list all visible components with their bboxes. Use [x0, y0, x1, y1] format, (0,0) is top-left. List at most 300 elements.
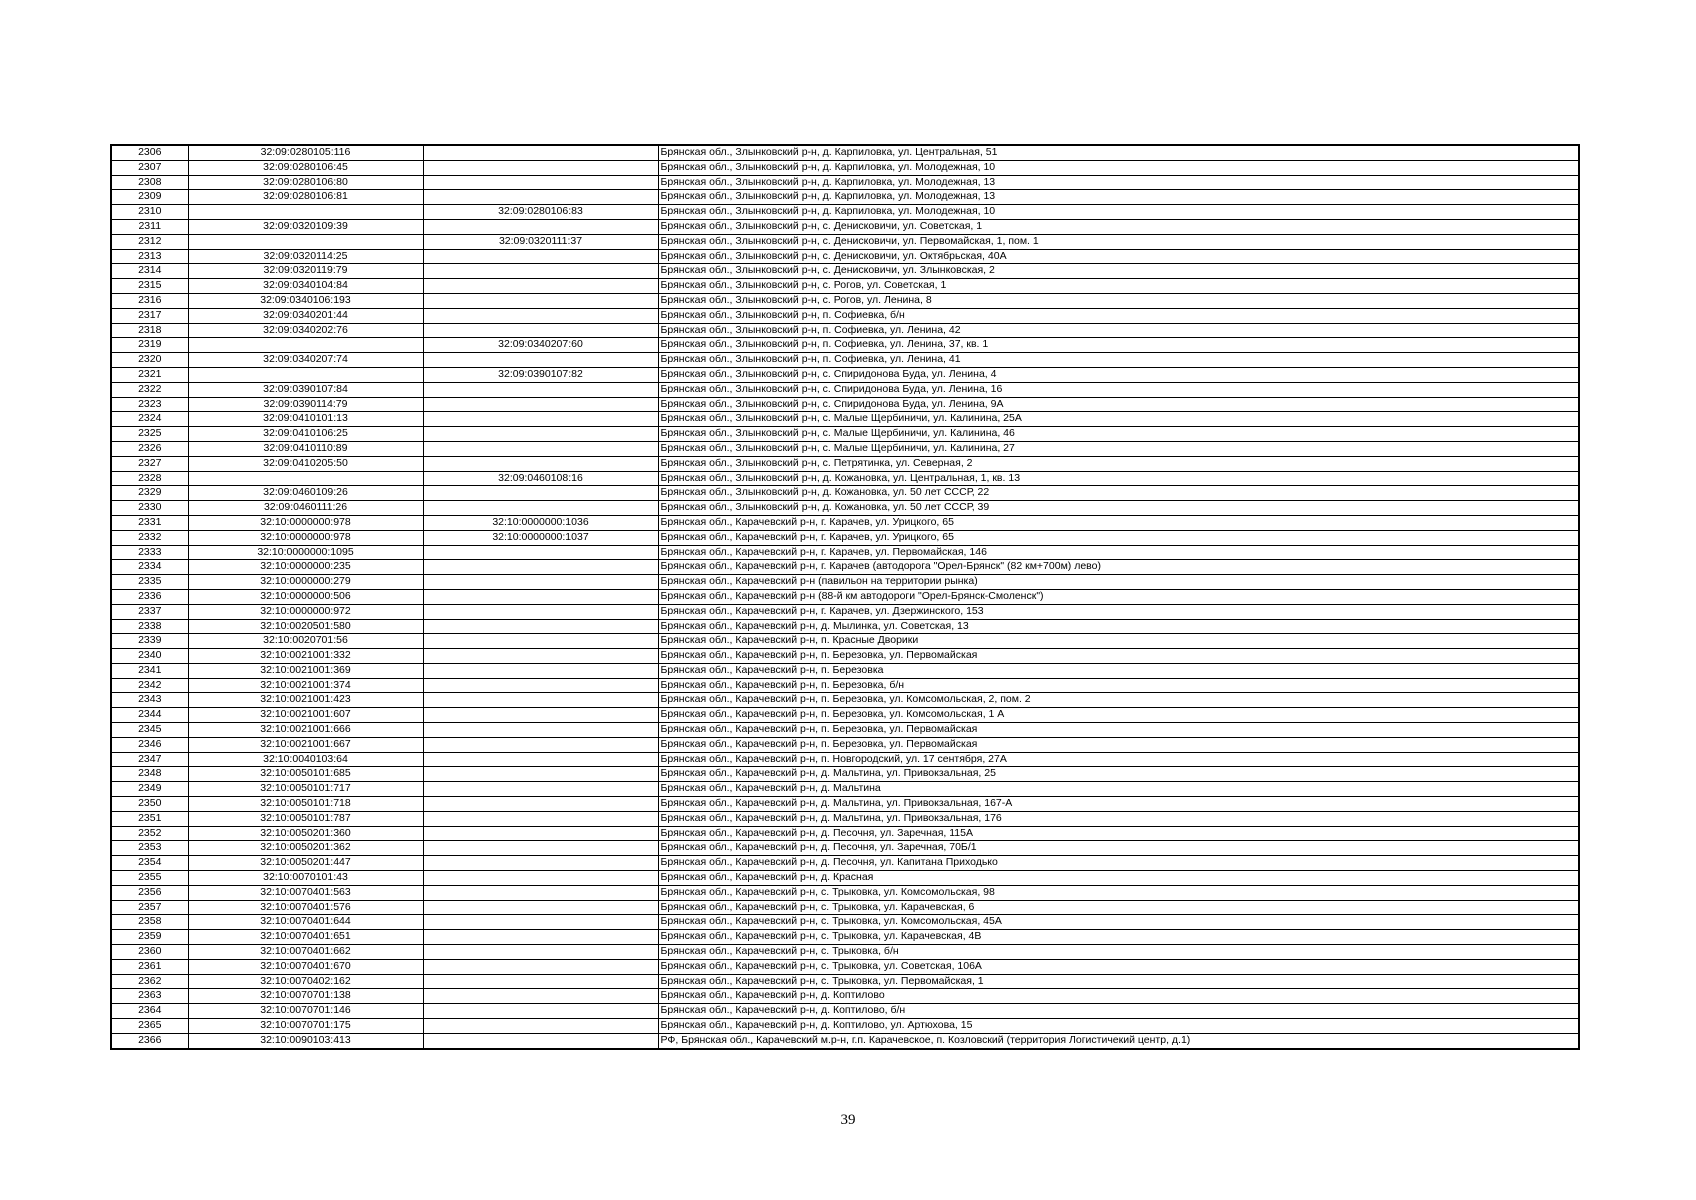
row-number-cell: 2314	[111, 264, 188, 279]
cadastral-number-room-cell: 32:10:0000000:1036	[423, 515, 658, 530]
cadastral-number-room-cell	[423, 797, 658, 812]
row-number-cell: 2323	[111, 397, 188, 412]
row-number-cell: 2356	[111, 885, 188, 900]
cadastral-number-cell: 32:09:0390114:79	[188, 397, 423, 412]
cadastral-number-room-cell	[423, 915, 658, 930]
cadastral-number-cell: 32:10:0070401:563	[188, 885, 423, 900]
cadastral-number-cell: 32:09:0320114:25	[188, 249, 423, 264]
cadastral-number-cell: 32:09:0340104:84	[188, 279, 423, 294]
address-cell: Брянская обл., Карачевский р-н (павильон на территории рынка)	[658, 575, 1579, 590]
table-row	[111, 856, 1579, 871]
cadastral-number-cell: 32:09:0340207:74	[188, 353, 423, 368]
row-number-cell: 2334	[111, 560, 188, 575]
address-cell: Брянская обл., Злынковский р-н, п. Софиевка, ул. Ленина, 37, кв. 1	[658, 338, 1579, 353]
row-number-cell: 2324	[111, 412, 188, 427]
address-cell: Брянская обл., Карачевский р-н, с. Трыковка, ул. Первомайская, 1	[658, 974, 1579, 989]
row-number-cell: 2355	[111, 871, 188, 886]
row-number-cell: 2307	[111, 160, 188, 175]
cadastral-number-room-cell	[423, 545, 658, 560]
cadastral-number-cell: 32:10:0070401:670	[188, 959, 423, 974]
address-cell: Брянская обл., Злынковский р-н, д. Карпиловка, ул. Молодежная, 13	[658, 190, 1579, 205]
registry-sheet	[110, 144, 1580, 1050]
table-row	[111, 515, 1579, 530]
cadastral-number-cell: 32:10:0000000:506	[188, 589, 423, 604]
row-number-cell: 2315	[111, 279, 188, 294]
address-cell: Брянская обл., Карачевский р-н, д. Мальтина	[658, 782, 1579, 797]
address-cell: Брянская обл., Злынковский р-н, с. Спиридонова Буда, ул. Ленина, 16	[658, 382, 1579, 397]
table-row	[111, 190, 1579, 205]
cadastral-number-cell: 32:09:0340201:44	[188, 308, 423, 323]
cadastral-number-room-cell	[423, 811, 658, 826]
row-number-cell: 2336	[111, 589, 188, 604]
table-row	[111, 826, 1579, 841]
cadastral-number-cell: 32:09:0410110:89	[188, 441, 423, 456]
table-row	[111, 915, 1579, 930]
cadastral-number-room-cell	[423, 634, 658, 649]
cadastral-number-room-cell	[423, 885, 658, 900]
cadastral-number-room-cell	[423, 663, 658, 678]
cadastral-number-cell: 32:10:0050101:718	[188, 797, 423, 812]
table-row	[111, 811, 1579, 826]
address-cell: Брянская обл., Карачевский р-н, п. Березовка, ул. Комсомольская, 1 А	[658, 708, 1579, 723]
cadastral-number-room-cell	[423, 575, 658, 590]
cadastral-number-cell: 32:10:0050101:787	[188, 811, 423, 826]
table-row	[111, 959, 1579, 974]
cadastral-number-room-cell	[423, 989, 658, 1004]
cadastral-number-room-cell	[423, 456, 658, 471]
address-cell: Брянская обл., Злынковский р-н, с. Денисковичи, ул. Октябрьская, 40А	[658, 249, 1579, 264]
address-cell: Брянская обл., Злынковский р-н, д. Кожановка, ул. Центральная, 1, кв. 13	[658, 471, 1579, 486]
address-cell: Брянская обл., Карачевский р-н, г. Карачев (автодорога "Орел-Брянск" (82 км+700м) лево)	[658, 560, 1579, 575]
address-cell: Брянская обл., Злынковский р-н, д. Кожановка, ул. 50 лет СССР, 22	[658, 486, 1579, 501]
table-row	[111, 279, 1579, 294]
address-cell: Брянская обл., Карачевский р-н, г. Карачев, ул. Дзержинского, 153	[658, 604, 1579, 619]
cadastral-number-room-cell: 32:09:0280106:83	[423, 205, 658, 220]
table-row	[111, 338, 1579, 353]
cadastral-number-room-cell	[423, 1004, 658, 1019]
cadastral-number-cell: 32:10:0070401:662	[188, 945, 423, 960]
row-number-cell: 2329	[111, 486, 188, 501]
cadastral-number-cell: 32:10:0040103:64	[188, 752, 423, 767]
address-cell: Брянская обл., Карачевский р-н, п. Березовка, ул. Комсомольская, 2, пом. 2	[658, 693, 1579, 708]
cadastral-number-cell: 32:09:0340106:193	[188, 293, 423, 308]
row-number-cell: 2358	[111, 915, 188, 930]
table-row	[111, 412, 1579, 427]
row-number-cell: 2322	[111, 382, 188, 397]
cadastral-number-room-cell	[423, 160, 658, 175]
cadastral-number-room-cell	[423, 249, 658, 264]
row-number-cell: 2319	[111, 338, 188, 353]
address-cell: Брянская обл., Карачевский р-н, с. Трыковка, ул. Советская, 106А	[658, 959, 1579, 974]
cadastral-number-room-cell	[423, 397, 658, 412]
table-row	[111, 234, 1579, 249]
cadastral-number-cell: 32:09:0280106:80	[188, 175, 423, 190]
row-number-cell: 2312	[111, 234, 188, 249]
cadastral-number-cell: 32:10:0070401:576	[188, 900, 423, 915]
cadastral-number-cell	[188, 338, 423, 353]
cadastral-number-cell: 32:10:0000000:978	[188, 515, 423, 530]
cadastral-number-room-cell	[423, 308, 658, 323]
table-row	[111, 323, 1579, 338]
cadastral-number-room-cell	[423, 219, 658, 234]
address-cell: Брянская обл., Злынковский р-н, с. Петрятинка, ул. Северная, 2	[658, 456, 1579, 471]
cadastral-number-cell: 32:10:0000000:235	[188, 560, 423, 575]
table-row	[111, 427, 1579, 442]
cadastral-number-cell: 32:10:0021001:607	[188, 708, 423, 723]
row-number-cell: 2321	[111, 367, 188, 382]
cadastral-number-cell: 32:10:0021001:374	[188, 678, 423, 693]
cadastral-number-room-cell	[423, 323, 658, 338]
address-cell: Брянская обл., Карачевский р-н, с. Трыковка, ул. Карачевская, 6	[658, 900, 1579, 915]
table-row	[111, 900, 1579, 915]
registry-table-body	[111, 145, 1579, 1049]
cadastral-number-cell: 32:10:0021001:332	[188, 649, 423, 664]
cadastral-number-room-cell	[423, 382, 658, 397]
table-row	[111, 752, 1579, 767]
cadastral-number-room-cell	[423, 619, 658, 634]
cadastral-number-room-cell	[423, 145, 658, 160]
address-cell: Брянская обл., Злынковский р-н, с. Денисковичи, ул. Первомайская, 1, пом. 1	[658, 234, 1579, 249]
cadastral-number-room-cell	[423, 649, 658, 664]
row-number-cell: 2332	[111, 530, 188, 545]
address-cell: Брянская обл., Карачевский р-н, с. Трыковка, ул. Карачевская, 4В	[658, 930, 1579, 945]
address-cell: Брянская обл., Злынковский р-н, п. Софиевка, ул. Ленина, 42	[658, 323, 1579, 338]
cadastral-number-cell: 32:10:0000000:972	[188, 604, 423, 619]
cadastral-number-room-cell	[423, 841, 658, 856]
row-number-cell: 2363	[111, 989, 188, 1004]
cadastral-number-room-cell	[423, 752, 658, 767]
cadastral-number-cell: 32:10:0070401:651	[188, 930, 423, 945]
row-number-cell: 2360	[111, 945, 188, 960]
table-row	[111, 1019, 1579, 1034]
row-number-cell: 2364	[111, 1004, 188, 1019]
cadastral-number-room-cell	[423, 945, 658, 960]
row-number-cell: 2341	[111, 663, 188, 678]
cadastral-number-cell	[188, 471, 423, 486]
table-row	[111, 471, 1579, 486]
table-row	[111, 293, 1579, 308]
table-row	[111, 767, 1579, 782]
cadastral-number-cell: 32:10:0070401:644	[188, 915, 423, 930]
row-number-cell: 2308	[111, 175, 188, 190]
cadastral-number-cell: 32:09:0410101:13	[188, 412, 423, 427]
address-cell: Брянская обл., Карачевский р-н, д. Коптилово	[658, 989, 1579, 1004]
row-number-cell: 2318	[111, 323, 188, 338]
cadastral-number-room-cell	[423, 723, 658, 738]
row-number-cell: 2317	[111, 308, 188, 323]
cadastral-number-room-cell	[423, 900, 658, 915]
address-cell: Брянская обл., Злынковский р-н, п. Софиевка, ул. Ленина, 41	[658, 353, 1579, 368]
address-cell: Брянская обл., Злынковский р-н, с. Денисковичи, ул. Злынковская, 2	[658, 264, 1579, 279]
cadastral-number-room-cell	[423, 1033, 658, 1048]
address-cell: Брянская обл., Карачевский р-н, п. Березовка	[658, 663, 1579, 678]
table-row	[111, 649, 1579, 664]
address-cell: Брянская обл., Карачевский р-н, д. Мальтина, ул. Привокзальная, 176	[658, 811, 1579, 826]
table-row	[111, 782, 1579, 797]
cadastral-number-cell: 32:10:0021001:423	[188, 693, 423, 708]
row-number-cell: 2339	[111, 634, 188, 649]
address-cell: Брянская обл., Карачевский р-н, п. Березовка, б/н	[658, 678, 1579, 693]
table-row	[111, 205, 1579, 220]
table-row	[111, 723, 1579, 738]
table-row	[111, 663, 1579, 678]
row-number-cell: 2325	[111, 427, 188, 442]
cadastral-number-room-cell	[423, 412, 658, 427]
address-cell: Брянская обл., Карачевский р-н, д. Песочня, ул. Заречная, 115А	[658, 826, 1579, 841]
address-cell: Брянская обл., Злынковский р-н, д. Кожановка, ул. 50 лет СССР, 39	[658, 501, 1579, 516]
cadastral-number-cell: 32:10:0021001:666	[188, 723, 423, 738]
cadastral-number-cell: 32:10:0000000:1095	[188, 545, 423, 560]
cadastral-number-cell	[188, 234, 423, 249]
table-row	[111, 397, 1579, 412]
cadastral-number-cell	[188, 205, 423, 220]
row-number-cell: 2345	[111, 723, 188, 738]
address-cell: Брянская обл., Карачевский р-н, д. Мылинка, ул. Советская, 13	[658, 619, 1579, 634]
address-cell: Брянская обл., Карачевский р-н, с. Трыковка, б/н	[658, 945, 1579, 960]
cadastral-number-room-cell	[423, 486, 658, 501]
address-cell: Брянская обл., Карачевский р-н, п. Красные Дворики	[658, 634, 1579, 649]
row-number-cell: 2366	[111, 1033, 188, 1048]
cadastral-number-room-cell: 32:09:0340207:60	[423, 338, 658, 353]
cadastral-number-cell: 32:10:0090103:413	[188, 1033, 423, 1048]
row-number-cell: 2327	[111, 456, 188, 471]
table-row	[111, 441, 1579, 456]
address-cell: Брянская обл., Карачевский р-н, г. Карачев, ул. Урицкого, 65	[658, 530, 1579, 545]
cadastral-number-cell: 32:10:0021001:667	[188, 737, 423, 752]
cadastral-number-room-cell	[423, 353, 658, 368]
cadastral-number-room-cell	[423, 264, 658, 279]
row-number-cell: 2349	[111, 782, 188, 797]
address-cell: Брянская обл., Карачевский р-н, д. Мальтина, ул. Привокзальная, 25	[658, 767, 1579, 782]
table-row	[111, 871, 1579, 886]
cadastral-number-cell: 32:09:0460111:26	[188, 501, 423, 516]
address-cell: Брянская обл., Злынковский р-н, с. Рогов, ул. Советская, 1	[658, 279, 1579, 294]
table-row	[111, 382, 1579, 397]
row-number-cell: 2348	[111, 767, 188, 782]
table-row	[111, 945, 1579, 960]
table-row	[111, 249, 1579, 264]
address-cell: Брянская обл., Карачевский р-н, д. Песочня, ул. Заречная, 70Б/1	[658, 841, 1579, 856]
address-cell: РФ, Брянская обл., Карачевский м.р-н, г.п. Карачевское, п. Козловский (территория Логистичекий центр, д.1)	[658, 1033, 1579, 1048]
cadastral-number-cell: 32:10:0000000:978	[188, 530, 423, 545]
table-row	[111, 737, 1579, 752]
cadastral-number-cell: 32:09:0460109:26	[188, 486, 423, 501]
table-row	[111, 634, 1579, 649]
table-row	[111, 619, 1579, 634]
row-number-cell: 2313	[111, 249, 188, 264]
cadastral-number-room-cell	[423, 782, 658, 797]
address-cell: Брянская обл., Злынковский р-н, с. Спиридонова Буда, ул. Ленина, 9А	[658, 397, 1579, 412]
cadastral-number-room-cell	[423, 279, 658, 294]
address-cell: Брянская обл., Злынковский р-н, д. Карпиловка, ул. Центральная, 51	[658, 145, 1579, 160]
row-number-cell: 2320	[111, 353, 188, 368]
cadastral-number-room-cell	[423, 708, 658, 723]
row-number-cell: 2354	[111, 856, 188, 871]
cadastral-number-room-cell	[423, 974, 658, 989]
address-cell: Брянская обл., Злынковский р-н, с. Малые Щербиничи, ул. Калинина, 27	[658, 441, 1579, 456]
table-row	[111, 841, 1579, 856]
table-row	[111, 175, 1579, 190]
cadastral-number-cell: 32:10:0050201:447	[188, 856, 423, 871]
address-cell: Брянская обл., Карачевский р-н, д. Коптилово, б/н	[658, 1004, 1579, 1019]
cadastral-number-cell: 32:09:0280106:81	[188, 190, 423, 205]
row-number-cell: 2330	[111, 501, 188, 516]
cadastral-number-room-cell	[423, 589, 658, 604]
table-row	[111, 604, 1579, 619]
address-cell: Брянская обл., Злынковский р-н, д. Карпиловка, ул. Молодежная, 10	[658, 160, 1579, 175]
row-number-cell: 2357	[111, 900, 188, 915]
cadastral-number-cell: 32:10:0070701:175	[188, 1019, 423, 1034]
cadastral-number-cell: 32:10:0050201:360	[188, 826, 423, 841]
table-row	[111, 989, 1579, 1004]
cadastral-number-cell: 32:09:0320109:39	[188, 219, 423, 234]
cadastral-number-room-cell	[423, 427, 658, 442]
table-row	[111, 589, 1579, 604]
table-row	[111, 308, 1579, 323]
address-cell: Брянская обл., Злынковский р-н, с. Денисковичи, ул. Советская, 1	[658, 219, 1579, 234]
row-number-cell: 2337	[111, 604, 188, 619]
cadastral-number-cell: 32:09:0390107:84	[188, 382, 423, 397]
row-number-cell: 2342	[111, 678, 188, 693]
address-cell: Брянская обл., Карачевский р-н, п. Березовка, ул. Первомайская	[658, 649, 1579, 664]
address-cell: Брянская обл., Карачевский р-н, д. Красная	[658, 871, 1579, 886]
row-number-cell: 2306	[111, 145, 188, 160]
row-number-cell: 2353	[111, 841, 188, 856]
address-cell: Брянская обл., Злынковский р-н, п. Софиевка, б/н	[658, 308, 1579, 323]
cadastral-number-cell: 32:10:0070701:146	[188, 1004, 423, 1019]
row-number-cell: 2328	[111, 471, 188, 486]
row-number-cell: 2309	[111, 190, 188, 205]
cadastral-number-room-cell	[423, 693, 658, 708]
cadastral-number-cell: 32:10:0070701:138	[188, 989, 423, 1004]
table-row	[111, 545, 1579, 560]
cadastral-number-cell: 32:10:0020501:580	[188, 619, 423, 634]
row-number-cell: 2310	[111, 205, 188, 220]
row-number-cell: 2335	[111, 575, 188, 590]
table-row	[111, 456, 1579, 471]
row-number-cell: 2361	[111, 959, 188, 974]
row-number-cell: 2365	[111, 1019, 188, 1034]
table-row	[111, 708, 1579, 723]
row-number-cell: 2340	[111, 649, 188, 664]
row-number-cell: 2346	[111, 737, 188, 752]
table-row	[111, 974, 1579, 989]
cadastral-number-cell: 32:10:0070101:43	[188, 871, 423, 886]
address-cell: Брянская обл., Злынковский р-н, с. Рогов, ул. Ленина, 8	[658, 293, 1579, 308]
table-row	[111, 797, 1579, 812]
table-row	[111, 1004, 1579, 1019]
cadastral-number-cell: 32:10:0020701:56	[188, 634, 423, 649]
cadastral-number-cell: 32:10:0021001:369	[188, 663, 423, 678]
table-row	[111, 560, 1579, 575]
address-cell: Брянская обл., Карачевский р-н, д. Песочня, ул. Капитана Приходько	[658, 856, 1579, 871]
cadastral-number-room-cell	[423, 767, 658, 782]
address-cell: Брянская обл., Злынковский р-н, д. Карпиловка, ул. Молодежная, 13	[658, 175, 1579, 190]
cadastral-number-cell: 32:09:0320119:79	[188, 264, 423, 279]
table-row	[111, 264, 1579, 279]
table-row	[111, 486, 1579, 501]
page-number: 39	[840, 1112, 856, 1128]
row-number-cell: 2347	[111, 752, 188, 767]
cadastral-number-cell: 32:10:0070402:162	[188, 974, 423, 989]
cadastral-number-room-cell	[423, 441, 658, 456]
cadastral-number-room-cell	[423, 871, 658, 886]
row-number-cell: 2344	[111, 708, 188, 723]
cadastral-number-room-cell	[423, 1019, 658, 1034]
row-number-cell: 2350	[111, 797, 188, 812]
table-row	[111, 160, 1579, 175]
cadastral-number-room-cell	[423, 190, 658, 205]
table-row	[111, 367, 1579, 382]
cadastral-number-room-cell: 32:09:0320111:37	[423, 234, 658, 249]
row-number-cell: 2326	[111, 441, 188, 456]
address-cell: Брянская обл., Злынковский р-н, д. Карпиловка, ул. Молодежная, 10	[658, 205, 1579, 220]
cadastral-number-room-cell	[423, 930, 658, 945]
cadastral-number-cell: 32:09:0340202:76	[188, 323, 423, 338]
table-row	[111, 353, 1579, 368]
row-number-cell: 2316	[111, 293, 188, 308]
cadastral-number-room-cell	[423, 501, 658, 516]
address-cell: Брянская обл., Карачевский р-н, п. Новгородский, ул. 17 сентября, 27А	[658, 752, 1579, 767]
cadastral-number-room-cell	[423, 959, 658, 974]
address-cell: Брянская обл., Карачевский р-н, г. Карачев, ул. Первомайская, 146	[658, 545, 1579, 560]
cadastral-number-room-cell	[423, 293, 658, 308]
cadastral-number-cell: 32:09:0280105:116	[188, 145, 423, 160]
address-cell: Брянская обл., Карачевский р-н (88-й км автодороги "Орел-Брянск-Смоленск")	[658, 589, 1579, 604]
address-cell: Брянская обл., Карачевский р-н, п. Березовка, ул. Первомайская	[658, 723, 1579, 738]
row-number-cell: 2359	[111, 930, 188, 945]
address-cell: Брянская обл., Злынковский р-н, с. Спиридонова Буда, ул. Ленина, 4	[658, 367, 1579, 382]
cadastral-number-cell: 32:09:0410106:25	[188, 427, 423, 442]
cadastral-number-room-cell	[423, 737, 658, 752]
cadastral-number-room-cell	[423, 175, 658, 190]
row-number-cell: 2338	[111, 619, 188, 634]
cadastral-number-room-cell: 32:09:0390107:82	[423, 367, 658, 382]
cadastral-number-room-cell	[423, 560, 658, 575]
row-number-cell: 2311	[111, 219, 188, 234]
row-number-cell: 2333	[111, 545, 188, 560]
cadastral-number-room-cell: 32:09:0460108:16	[423, 471, 658, 486]
table-row	[111, 930, 1579, 945]
row-number-cell: 2343	[111, 693, 188, 708]
cadastral-number-cell: 32:09:0280106:45	[188, 160, 423, 175]
cadastral-number-cell: 32:10:0000000:279	[188, 575, 423, 590]
cadastral-number-cell: 32:09:0410205:50	[188, 456, 423, 471]
address-cell: Брянская обл., Злынковский р-н, с. Малые Щербиничи, ул. Калинина, 25А	[658, 412, 1579, 427]
table-row	[111, 219, 1579, 234]
cadastral-number-room-cell	[423, 678, 658, 693]
row-number-cell: 2362	[111, 974, 188, 989]
table-row	[111, 575, 1579, 590]
address-cell: Брянская обл., Карачевский р-н, д. Коптилово, ул. Артюхова, 15	[658, 1019, 1579, 1034]
table-row	[111, 1033, 1579, 1048]
cadastral-number-room-cell: 32:10:0000000:1037	[423, 530, 658, 545]
cadastral-number-cell: 32:10:0050101:717	[188, 782, 423, 797]
cadastral-number-cell: 32:10:0050101:685	[188, 767, 423, 782]
table-row	[111, 145, 1579, 160]
row-number-cell: 2331	[111, 515, 188, 530]
address-cell: Брянская обл., Злынковский р-н, с. Малые Щербиничи, ул. Калинина, 46	[658, 427, 1579, 442]
cadastral-number-room-cell	[423, 826, 658, 841]
cadastral-number-room-cell	[423, 604, 658, 619]
cadastral-number-room-cell	[423, 856, 658, 871]
address-cell: Брянская обл., Карачевский р-н, с. Трыковка, ул. Комсомольская, 45А	[658, 915, 1579, 930]
registry-table	[110, 144, 1580, 1050]
address-cell: Брянская обл., Карачевский р-н, п. Березовка, ул. Первомайская	[658, 737, 1579, 752]
table-row	[111, 885, 1579, 900]
table-row	[111, 530, 1579, 545]
address-cell: Брянская обл., Карачевский р-н, г. Карачев, ул. Урицкого, 65	[658, 515, 1579, 530]
